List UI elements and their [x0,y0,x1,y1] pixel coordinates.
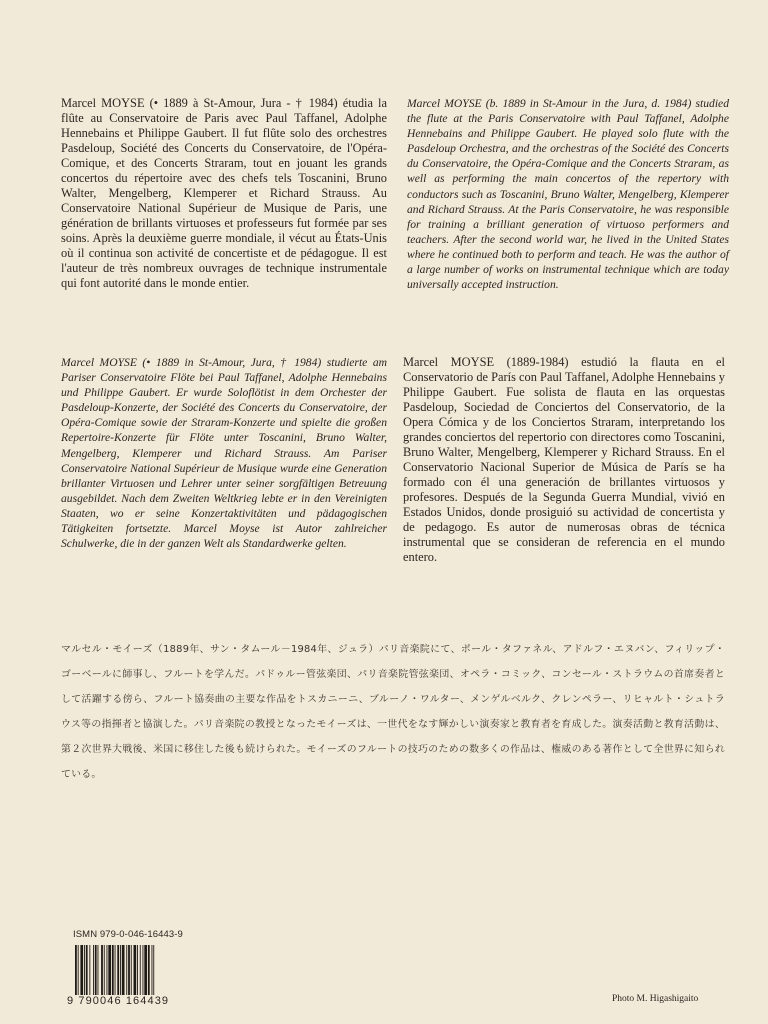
biography-spanish: Marcel MOYSE (1889-1984) estudió la flauta en el Conservatorio de París con Paul Taffanel, Adolphe Hennebains y Philippe Gaubert. Fue solista de flauta en las orquestas Pasdeloup, Sociedad de Conciertos del Conservatorio, de la Opera Cómica y de los Conciertos Straram, interpretando los grandes conciertos del repertorio con directores como Toscanini, Bruno Walter, Mengelberg, Klemperer y Richard Strauss. En el Conservatorio Nacional Superior de Música de París se ha formado con él una generación de brillantes virtuosos y profesores. Después de la Segunda Guerra Mundial, vivió en Estados Unidos, donde prosiguió su actividad de concertista y de pedagogo. Es autor de numerosas obras de técnica instrumental que se consideran de referencia en el mundo entero. [403,355,725,564]
barcode-bar [108,945,111,1001]
barcode-bar [98,945,99,1001]
barcode-bar [107,945,108,1001]
barcode-bar [122,945,125,1001]
barcode-bar [80,945,83,1001]
biography-french: Marcel MOYSE (• 1889 à St-Amour, Jura - † 1984) étudia la flûte au Conservatoire de Paris avec Paul Taffanel, Adolphe Hennebains et Philippe Gaubert. Il fut flûte solo des orchestres Pasdeloup, Société des Concerts du Conservatoire, de l'Opéra-Comique, et des Concerts Straram, tout en jouant les grands concertos du répertoire avec des chefs tels Toscanini, Bruno Walter, Mengelberg, Klemperer et Richard Strauss. Au Conservatoire National Supérieur de Musique de Paris, une génération de brillants virtuoses et professeurs fut formée par ses soins. Après la deuxième guerre mondiale, il vécut au États-Unis où il continua son activité de concertiste et de pédagogue. Il est l'auteur de très nombreux ouvrages de technique instrumentale qui font autorité dans le monde entier. [61,96,387,290]
barcode-bar [84,945,85,1001]
barcode-bar [89,945,90,1001]
biography-english: Marcel MOYSE (b. 1889 in St-Amour in the Jura, d. 1984) studied the flute at the Paris Conservatoire with Paul Taffanel, Adolphe Hennebains and Philippe Gaubert. He played solo flute with the Pasdeloup Orchestra, and the orchestras of the Société des Concerts du Conservatoire, the Opéra-Comique and the Concerts Straram, as well as performing the main concertos of the repertory with conductors such as Toscanini, Bruno Walter, Mengelberg, Klemperer and Richard Strauss. At the Paris Conservatoire, he was responsible for training a brilliant generation of virtuoso performers and teachers. After the second world war, he lived in the United States where he continued both to perform and teach. He was the author of a large number of works on instrumental technique which are today universally accepted instruction. [407,97,729,292]
barcode-bar [86,945,88,1001]
barcode-bar [143,945,144,1001]
biography-japanese: マルセル・モイーズ（1889年、サン・タムール－1984年、ジュラ）パリ音楽院にて、ポール・タファネル、アドルフ・エヌバン、フィリップ・ゴーベールに師事し、フルートを学んだ。パドゥルー管弦楽団、パリ音楽院管弦楽団、オペラ・コミック、コンセール・ストラウムの首席奏者として活躍する傍ら、フルート協奏曲の主要な作品をトスカニーニ、ブルーノ・ワルター、メンゲルベルク、クレンペラー、リヒャルト・シュトラウス等の指揮者と協演した。パリ音楽院の教授となったモイーズは、一世代をなす輝かしい演奏家と教育者を育成した。演奏活動と教育活動は、第２次世界大戦後、米国に移住した後も続けられた。モイーズのフルートの技巧のための数多くの作品は、権威のある著作として全世界に知られている。 [61,644,725,780]
barcode-bar [148,945,150,1001]
barcode-bar [104,945,105,1001]
barcode-digits: 9 790046 164439 [67,995,170,1007]
barcode-bar [95,945,97,1001]
barcode-bar [144,945,147,1001]
barcode-bar [152,945,153,1001]
barcode-bar [93,945,94,1001]
barcode-bar [137,945,138,1001]
barcode-bar [101,945,103,1001]
photo-credit: Photo M. Higashigaito [612,994,699,1004]
barcode-bar [140,945,141,1001]
barcode-bar [120,945,121,1001]
biography-german: Marcel MOYSE (• 1889 in St-Amour, Jura, † 1984) studierte am Pariser Conservatoire Flöte bei Paul Taffanel, Adolphe Hennebains und Philippe Gaubert. Er wurde Soloflötist in dem Orchester der Pasdeloup-Konzerte, der Société des Concerts du Conservatoire, der Opéra-Comique sowie der Straram-Konzerte und spielte die großen Repertoire-Konzerte für Flöte unter Toscanini, Bruno Walter, Mengelberg, Klemperer und Richard Strauss. Am Pariser Conservatoire National Supérieur de Musique wurde eine Generation brillanter Virtuosen und Lehrer unter seiner sorgfältigen Betreuung ausgebildet. Nach dem Zweiten Weltkrieg lebte er in den Vereinigten Staaten, wo er seine Konzertaktivitäten und pädagogischen Tätigkeiten fortsetzte. Marcel Moyse ist Autor zahlreicher Schulwerke, die in der ganzen Welt als Standardwerke gelten. [61,356,387,551]
barcode-bar [112,945,114,1001]
ismn-number: ISMN 979-0-046-16443-9 [73,929,183,940]
barcode-bar [134,945,137,1001]
barcode-bar [128,945,130,1001]
barcode-bar [126,945,127,1001]
barcode-bar [131,945,132,1001]
